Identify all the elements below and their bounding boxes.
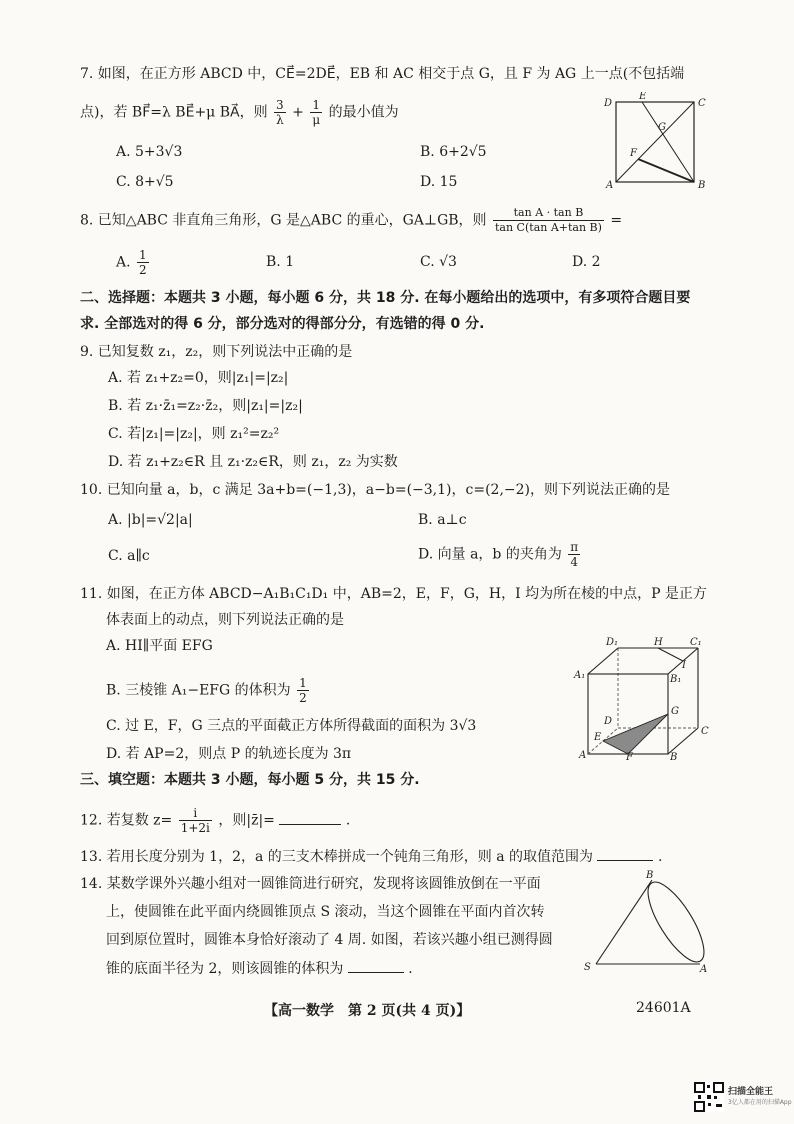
segment-eb	[642, 102, 694, 182]
label-b: B	[698, 180, 706, 191]
label-h: H	[654, 637, 663, 648]
triangle-efg	[603, 714, 668, 754]
section2-heading-line2: 求. 全部选对的得 6 分，部分选对的得部分分，有选错的得 0 分.	[80, 316, 485, 332]
q11-option-c: C. 过 E，F，G 三点的平面截正方体所得截面的面积为 3√3	[106, 718, 477, 734]
q8-option-b: B. 1	[266, 254, 295, 270]
label-d: D	[604, 716, 613, 727]
qr-code-icon	[694, 1082, 724, 1112]
q12-stem: 12. 若复数 z= $\frac{i}{1+2i}$ ，则|z̄|= .	[80, 806, 351, 835]
label-a: A	[579, 750, 587, 761]
cone-base-ellipse	[638, 875, 710, 970]
q11-line1: 11. 如图，在正方体 ABCD−A₁B₁C₁D₁ 中，AB=2，E，F，G，H，I 均为所在棱的中点，P 是正方	[80, 586, 707, 602]
label-c: C	[701, 726, 709, 737]
badge-subtitle: 3亿人都在用的扫描App	[728, 1099, 792, 1106]
q8-fraction: $\frac{\text{tan A · tan B}}{\text{tan C(tan A+tan B)}}$	[495, 206, 602, 234]
scanner-badge	[728, 1084, 792, 1106]
q8-option-a: A. $\frac{1}{2}$	[116, 248, 147, 277]
q9-stem: 9. 已知复数 z₁，z₂，则下列说法中正确的是	[80, 344, 353, 360]
q8-stem: 8. 已知△ABC 非直角三角形，G 是△ABC 的重心，GA⊥GB，则 $\frac{\text{tan A · tan B}}{\text{tan C(tan A+tan B)}}$ =	[80, 206, 623, 234]
q14-cone-figure	[580, 868, 710, 978]
q9-option-d: D. 若 z₁+z₂∈R 且 z₁·z₂∈R，则 z₁，z₂ 为实数	[108, 454, 398, 470]
label-b1: B₁	[670, 674, 682, 685]
label-s: S	[584, 962, 591, 973]
q7-option-b: B. 6+2√5	[420, 144, 487, 160]
q7-option-c: C. 8+√5	[116, 174, 174, 190]
badge-title: 扫描全能王	[728, 1087, 774, 1097]
q11-cube-figure	[570, 636, 710, 762]
q11-option-a: A. HI∥平面 EFG	[106, 638, 213, 654]
segment-fb-bold	[638, 159, 694, 182]
q8-option-c: C. √3	[420, 254, 457, 270]
label-a: A	[606, 180, 614, 191]
label-e: E	[594, 732, 602, 743]
q14-line2: 上，使圆锥在此平面内绕圆锥顶点 S 滚动，当这个圆锥在平面内首次转	[106, 904, 545, 920]
label-b: B	[670, 752, 678, 762]
label-e: E	[639, 92, 647, 102]
q10-stem: 10. 已知向量 a，b，c 满足 3a+b=(−1,3)，a−b=(−3,1)，c=(2,−2)，则下列说法正确的是	[80, 482, 670, 498]
q7-square-figure	[598, 92, 714, 192]
section2-heading-line1: 二、选择题：本题共 3 小题，每小题 6 分，共 18 分. 在每小题给出的选项中，有多项符合题目要	[80, 290, 691, 306]
page-footer-title: 【高一数学 第 2 页(共 4 页)】	[264, 1003, 471, 1019]
q11-line2: 体表面上的动点，则下列说法正确的是	[106, 612, 344, 628]
label-a: A	[700, 964, 708, 975]
section3-heading: 三、填空题：本题共 3 小题，每小题 5 分，共 15 分.	[80, 772, 420, 788]
q7-frac2: $\frac{1}{\mu}$	[312, 98, 321, 127]
q9-option-a: A. 若 z₁+z₂=0，则|z₁|=|z₂|	[108, 370, 289, 386]
q11-option-b: B. 三棱锥 A₁−EFG 的体积为 $\frac{1}{2}$	[106, 676, 307, 705]
label-i: I	[682, 660, 686, 671]
q10-option-d: D. 向量 a，b 的夹角为 $\frac{\pi}{4}$	[418, 540, 579, 569]
q8-option-d: D. 2	[572, 254, 601, 270]
label-b: B	[646, 870, 654, 881]
q13-answer-blank[interactable]	[597, 846, 653, 861]
q7-frac1: $\frac{3}{\lambda}$	[276, 98, 284, 127]
label-d1: D₁	[606, 637, 619, 648]
q10-option-c: C. a∥c	[108, 548, 150, 564]
label-c: C	[698, 98, 706, 109]
label-g: G	[658, 122, 666, 133]
q7-line1: 7. 如图，在正方形 ABCD 中，CE⃗=2DE⃗，EB 和 AC 相交于点 G，且 F 为 AG 上一点(不包括端	[80, 66, 685, 82]
diagonal-ac	[616, 102, 694, 182]
label-c1: C₁	[690, 637, 702, 648]
q14-line1: 14. 某数学课外兴趣小组对一圆锥筒进行研究，发现将该圆锥放倒在一平面	[80, 876, 541, 892]
q9-option-c: C. 若|z₁|=|z₂|，则 z₁²=z₂²	[108, 426, 280, 442]
q7-option-a: A. 5+3√3	[116, 144, 183, 160]
q10-option-b: B. a⊥c	[418, 512, 467, 528]
q13-stem: 13. 若用长度分别为 1，2，a 的三支木棒拼成一个钝角三角形，则 a 的取值范围为 .	[80, 846, 662, 867]
q12-answer-blank[interactable]	[279, 810, 341, 825]
label-g: G	[671, 706, 679, 717]
label-a1: A₁	[574, 670, 586, 681]
label-f: F	[630, 148, 637, 159]
q14-line4: 锥的底面半径为 2，则该圆锥的体积为 .	[106, 958, 413, 979]
q7-option-d: D. 15	[420, 174, 458, 190]
label-f: F	[626, 752, 633, 762]
q11-option-d: D. 若 AP=2，则点 P 的轨迹长度为 3π	[106, 746, 352, 762]
q7-line2: 点)，若 BF⃗=λ BE⃗+μ BA⃗，则 $\frac{3}{\lambda}$ + $\frac{1}{\mu}$ 的最小值为	[80, 98, 399, 127]
q14-answer-blank[interactable]	[348, 958, 404, 973]
q9-option-b: B. 若 z₁·z̄₁=z₂·z̄₂，则|z₁|=|z₂|	[108, 398, 303, 414]
q12-fraction: $\frac{i}{1+2i}$	[180, 806, 210, 835]
page-code: 24601A	[636, 1000, 691, 1016]
label-d: D	[604, 98, 613, 109]
q10-option-a: A. |b|=√2|a|	[108, 512, 193, 528]
q14-line3: 回到原位置时，圆锥本身恰好滚动了 4 周. 如图，若该兴趣小组已测得圆	[106, 932, 553, 948]
